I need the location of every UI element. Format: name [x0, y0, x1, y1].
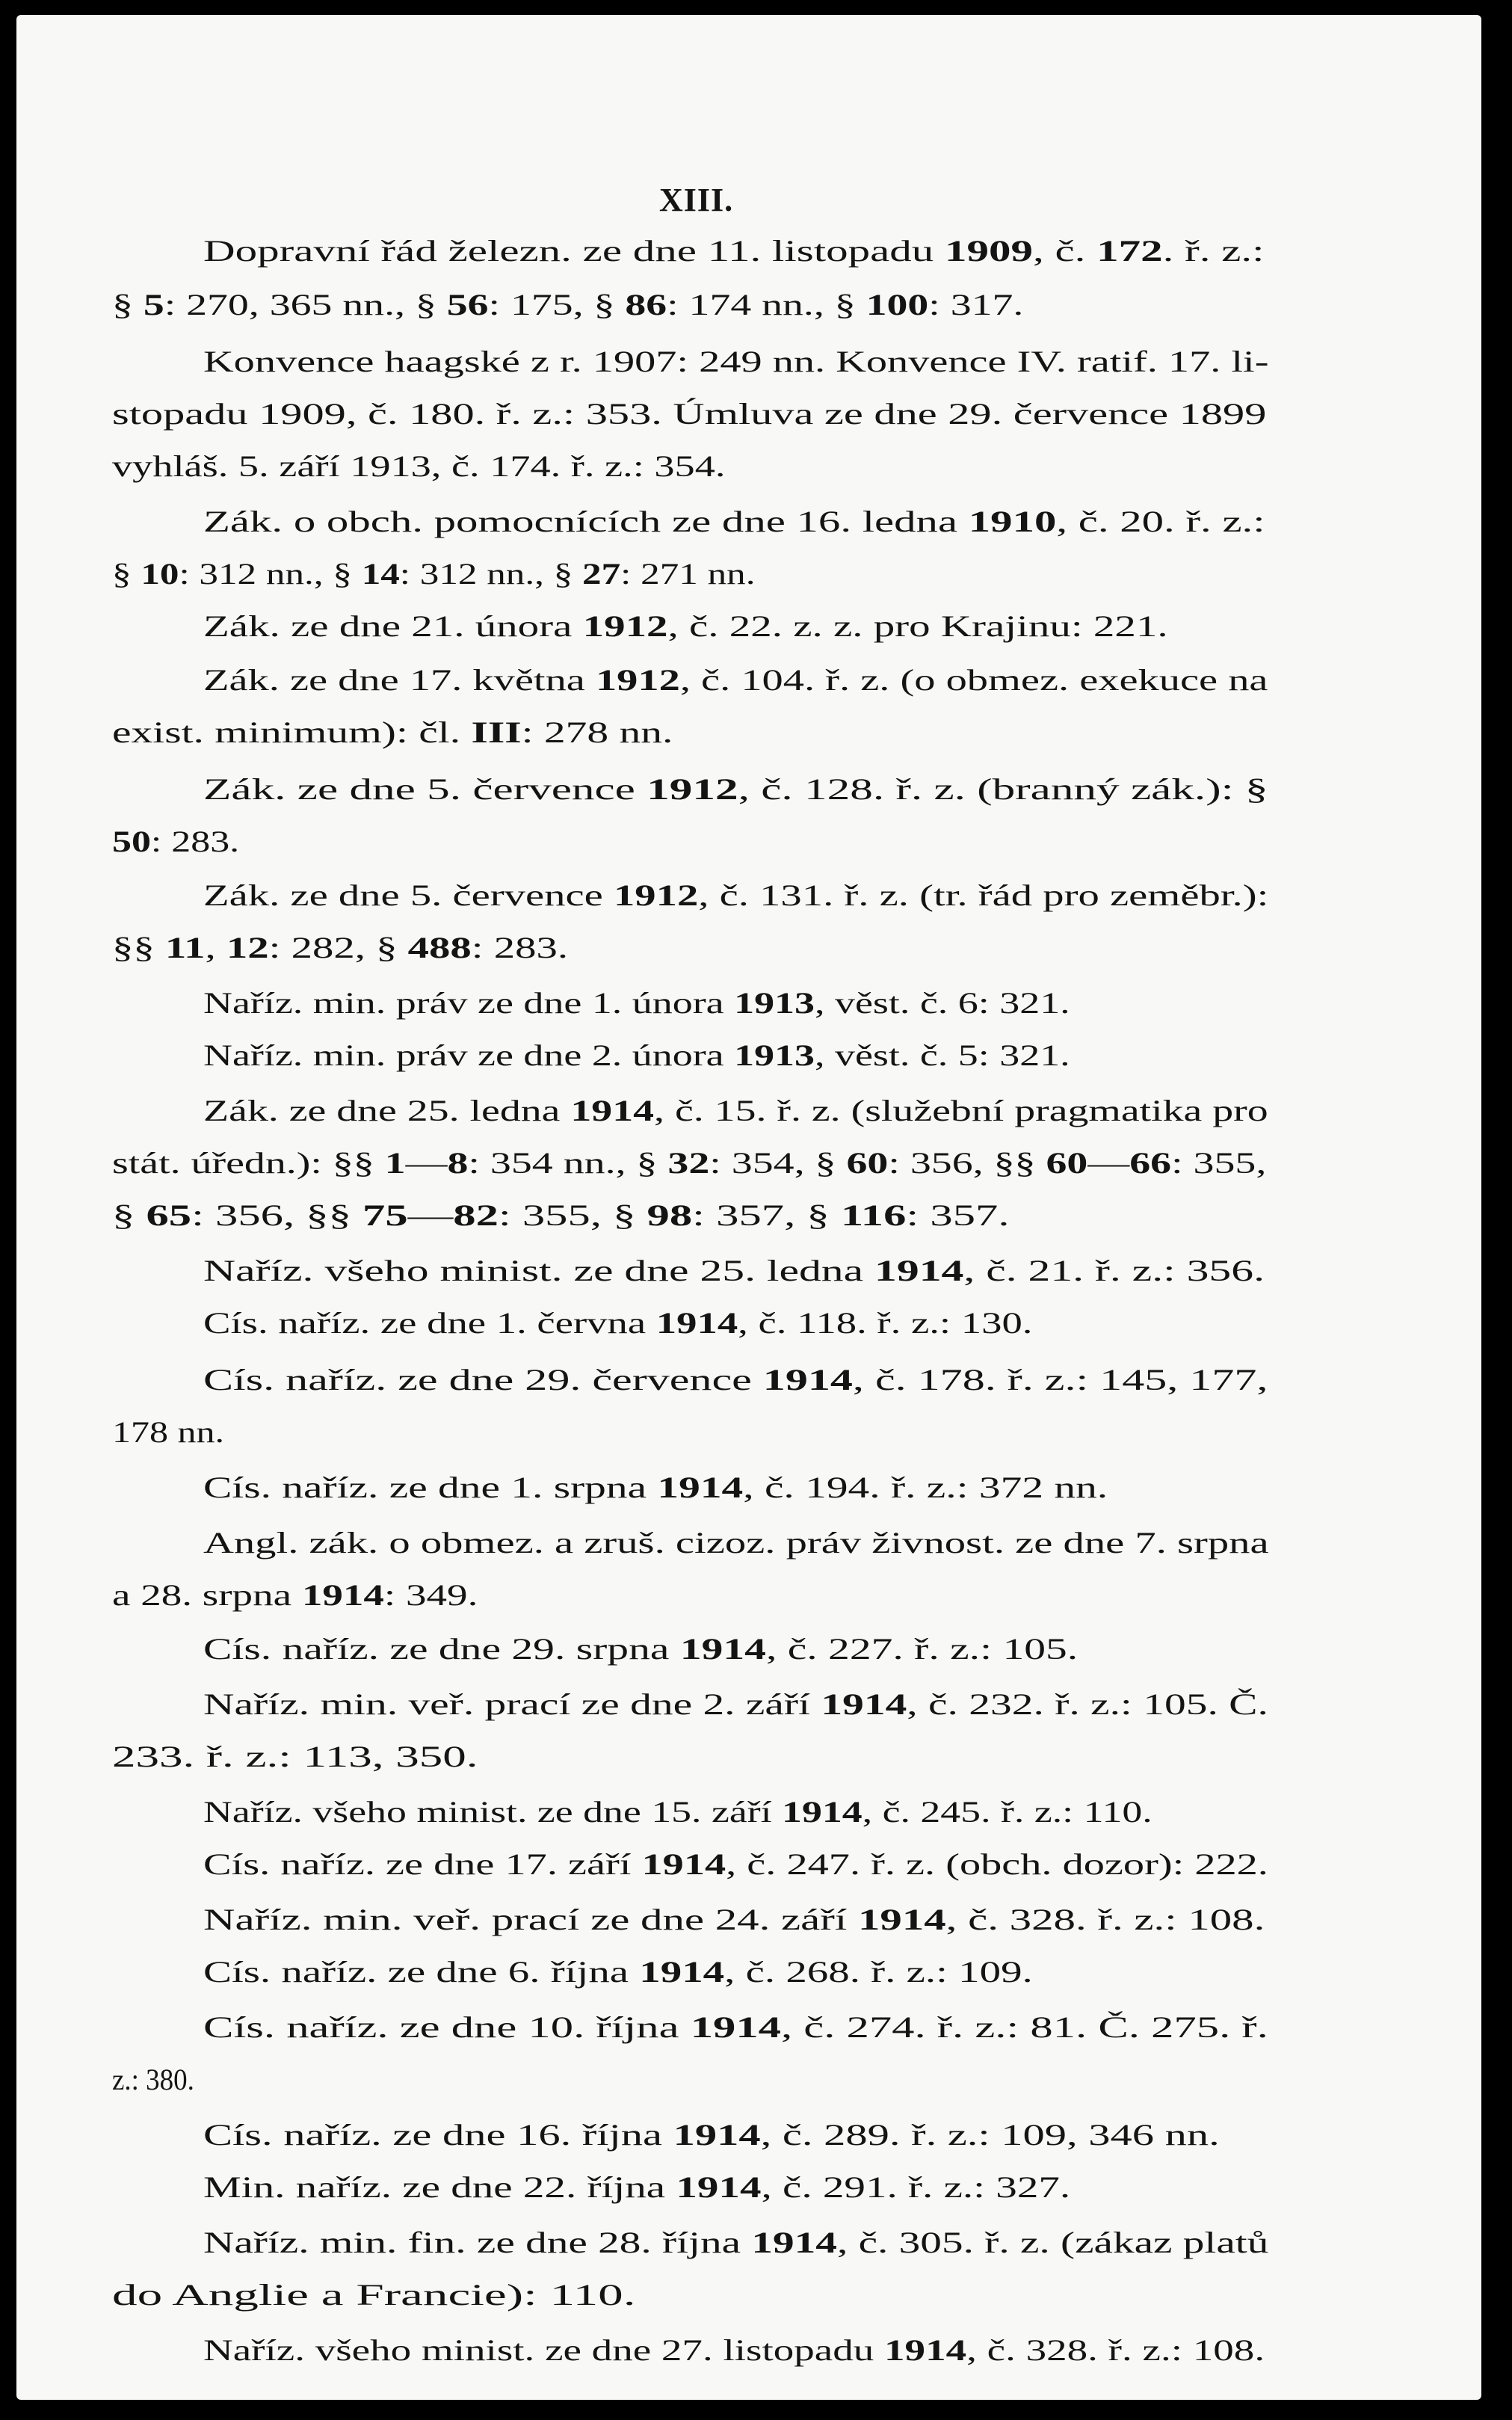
- index-line: Naříz. min. veř. prací ze dne 24. září 1914, č. 328. ř. z.: 108.: [203, 1903, 1265, 1936]
- index-line: stopadu 1909, č. 180. ř. z.: 353. Úmluva ze dne 29. července 1899: [112, 397, 1267, 431]
- index-line: stát. úředn.): §§ 1—8: 354 nn., § 32: 354, § 60: 356, §§ 60—66: 355,: [112, 1146, 1267, 1180]
- index-line: Min. naříz. ze dne 22. října 1914, č. 291. ř. z.: 327.: [203, 2170, 1071, 2204]
- index-line: Zák. o obch. pomocnících ze dne 16. ledna 1910, č. 20. ř. z.:: [203, 505, 1265, 538]
- index-line: § 5: 270, 365 nn., § 56: 175, § 86: 174 nn., § 100: 317.: [112, 288, 1024, 321]
- index-line: § 65: 356, §§ 75—82: 355, § 98: 357, § 116: 357.: [112, 1198, 1010, 1232]
- index-line: Zák. ze dne 5. července 1912, č. 131. ř. z. (tr. řád pro zeměbr.):: [203, 878, 1269, 912]
- index-line: Cís. naříz. ze dne 17. září 1914, č. 247. ř. z. (obch. dozor): 222.: [203, 1847, 1268, 1881]
- index-line: Naříz. všeho minist. ze dne 15. září 1914, č. 245. ř. z.: 110.: [203, 1795, 1152, 1829]
- index-line: Naříz. min. práv ze dne 1. února 1913, věst. č. 6: 321.: [203, 986, 1070, 1020]
- index-line: a 28. srpna 1914: 349.: [112, 1578, 478, 1612]
- index-line: z.: 380.: [112, 2063, 194, 2096]
- page-header: XIII.: [659, 182, 734, 218]
- index-line: Naříz. min. fin. ze dne 28. října 1914, č. 305. ř. z. (zákaz platů: [203, 2226, 1269, 2259]
- index-line: Naříz. min. veř. prací ze dne 2. září 1914, č. 232. ř. z.: 105. Č.: [203, 1687, 1268, 1721]
- index-line: 50: 283.: [112, 825, 240, 858]
- index-line: Angl. zák. o obmez. a zruš. cizoz. práv živnost. ze dne 7. srpna: [203, 1526, 1269, 1560]
- index-line: 178 nn.: [112, 1415, 224, 1449]
- index-line: Dopravní řád železn. ze dne 11. listopadu 1909, č. 172. ř. z.:: [203, 234, 1265, 268]
- index-line: Zák. ze dne 21. února 1912, č. 22. z. z. pro Krajinu: 221.: [203, 609, 1168, 643]
- index-line: Cís. naříz. ze dne 10. října 1914, č. 274. ř. z.: 81. Č. 275. ř.: [203, 2010, 1268, 2044]
- index-line: Cís. naříz. ze dne 6. října 1914, č. 268. ř. z.: 109.: [203, 1955, 1033, 1989]
- index-line: Naříz. min. práv ze dne 2. února 1913, věst. č. 5: 321.: [203, 1038, 1070, 1072]
- index-line: do Anglie a Francie): 110.: [112, 2278, 636, 2312]
- index-line: Cís. naříz. ze dne 29. srpna 1914, č. 227. ř. z.: 105.: [203, 1632, 1079, 1666]
- index-line: § 10: 312 nn., § 14: 312 nn., § 27: 271 nn.: [112, 557, 756, 591]
- index-line: Konvence haagské z r. 1907: 249 nn. Konvence IV. ratif. 17. li-: [203, 345, 1269, 378]
- index-line: Cís. naříz. ze dne 16. října 1914, č. 289. ř. z.: 109, 346 nn.: [203, 2118, 1220, 2152]
- index-line: Cís. naříz. ze dne 1. srpna 1914, č. 194. ř. z.: 372 nn.: [203, 1471, 1108, 1504]
- index-line: Zák. ze dne 25. ledna 1914, č. 15. ř. z. (služební pragmatika pro: [203, 1094, 1268, 1127]
- index-line: Zák. ze dne 17. května 1912, č. 104. ř. z. (o obmez. exekuce na: [203, 663, 1268, 697]
- index-line: 233. ř. z.: 113, 350.: [112, 1740, 478, 1773]
- index-line: vyhláš. 5. září 1913, č. 174. ř. z.: 354.: [112, 449, 726, 483]
- index-line: Naříz. všeho minist. ze dne 25. ledna 1914, č. 21. ř. z.: 356.: [203, 1254, 1265, 1287]
- index-line: Zák. ze dne 5. července 1912, č. 128. ř. z. (branný zák.): §: [203, 772, 1268, 806]
- index-line: exist. minimum): čl. III: 278 nn.: [112, 715, 673, 749]
- document-page: [16, 15, 1481, 2400]
- index-line: Cís. naříz. ze dne 1. června 1914, č. 118. ř. z.: 130.: [203, 1306, 1033, 1340]
- index-line: Cís. naříz. ze dne 29. července 1914, č. 178. ř. z.: 145, 177,: [203, 1363, 1268, 1397]
- index-line: §§ 11, 12: 282, § 488: 283.: [112, 931, 569, 964]
- index-line: Naříz. všeho minist. ze dne 27. listopadu 1914, č. 328. ř. z.: 108.: [203, 2333, 1265, 2367]
